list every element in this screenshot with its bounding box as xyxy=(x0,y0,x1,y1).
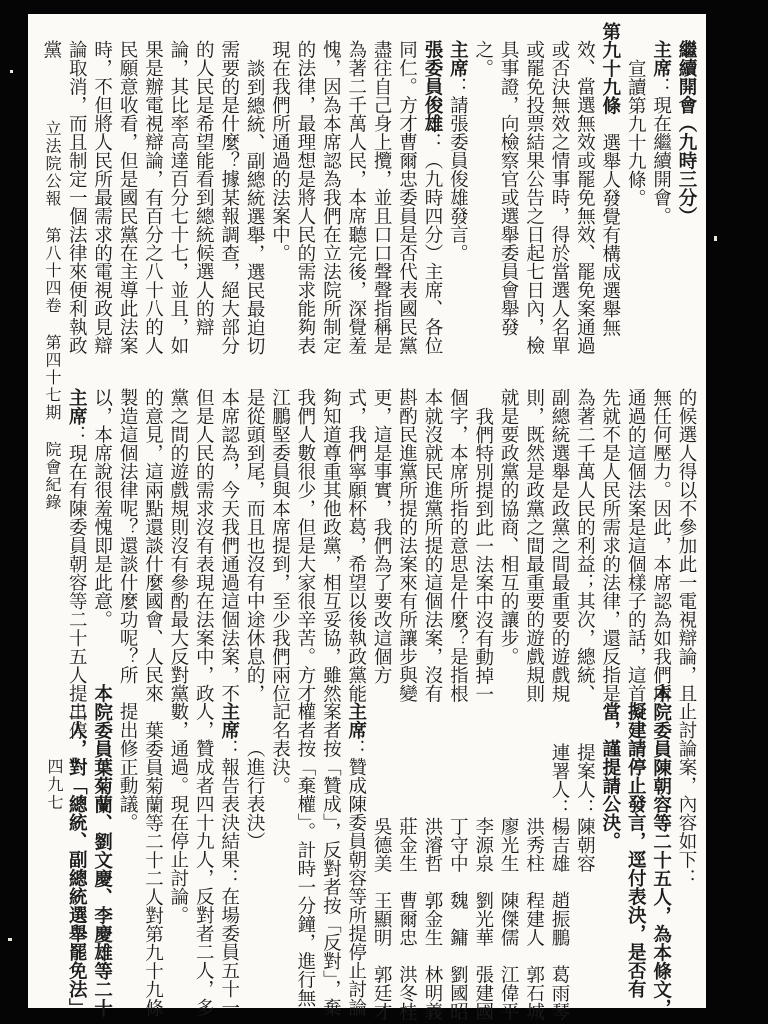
speaker-name: 張委員俊雄 xyxy=(421,40,442,133)
paragraph-text: 莊金生 曹爾忠 洪冬桂 xyxy=(396,816,417,1021)
cosigner-line-8 xyxy=(368,702,393,1024)
paragraph-text: 洪秀柱 程建人 郭石城 xyxy=(523,816,544,1021)
paragraph-text: （進行表決） xyxy=(244,739,265,850)
paragraph-text: 的候選人得以不參加此一電視辯論，且無任何壓力。因此，本席認為如我們所通過的這個法案是這個樣子的話，這首先就不是人民所需求的法律，還反指是為著二千萬人民的利益；其次，總統、副總統選舉是政黨之間最重要的遊戲規則，既然是政黨之間最重要的遊戲規則就是要政黨的協商、相互的讓步。 xyxy=(498,388,696,703)
scan-speck xyxy=(10,70,13,73)
speaker-name: 第九十九條 xyxy=(599,21,620,114)
paragraph-text: 我們特別提到此一法案中沒有動掉一個字，本席所指的意思是什麼？是指根本就沒就民進黨所提的這個法案，沒有斟酌民進黨所提的法案來有所讓步與變更，這是事實，我們為了要改這個方式，我們寧願杯葛，希望以後執政黨能夠知道尊重其他政黨，相互妥協，雖然我們人數很少，但是大家很辛苦。方才江鵬堅委員與本席提到，至少我們兩位是從頭到尾，而且也沒有中途休息的，本席認為，今天我們通過這個法案，不但是人民的需求沒有表現在法案中，政黨之間的遊戲規則沒有參酌最大反對黨的意見，這兩點還談什麼國會、人民來製造這個法律呢？還談什麼功呢？所以，本席說很羞愧即是此意。 xyxy=(91,388,493,703)
chair-resume-line xyxy=(647,40,672,362)
speaker-name: 主席 xyxy=(447,40,468,77)
publication-volume: 第八十四卷 xyxy=(43,227,60,315)
paragraph-text: 連署人：楊吉雄 趙振鵬 葛雨琴 xyxy=(548,742,569,1021)
paragraph-text: 止討論案，內容如下： xyxy=(676,702,696,887)
proposer-line xyxy=(571,702,596,1024)
stage-direction-vote xyxy=(241,702,266,1024)
cosigner-line-4 xyxy=(469,702,494,1024)
cosigner-line-1 xyxy=(546,702,571,1024)
paragraph-text: ：贊成陳委員朝容等所提停止討論案者按「贊成」，反對者按「反對」，棄權者按「棄權」。計時一分鐘，進行無記名表決。 xyxy=(269,702,366,1017)
amendment-intro xyxy=(114,702,165,1024)
paragraph-text: ：現在繼續開會。 xyxy=(650,77,671,225)
cosigner-line-6 xyxy=(419,702,444,1024)
speaker-name: 主席 xyxy=(650,40,671,77)
paragraph-text: 吳德美 王顯明 郭廷才 xyxy=(371,816,392,1021)
cosigner-line-2 xyxy=(520,702,545,1024)
gazette-page-sheet xyxy=(28,14,706,1021)
paragraph-text: 本院委員陳朝容等二十五人，為本條文，擬建請停止發言，逕付表決，是否有當，謹提請公決。 xyxy=(599,683,671,1017)
chair-motion-intro-cont xyxy=(673,702,698,1024)
speech-paragraph-game-rules xyxy=(88,388,495,710)
chair-read-article-line xyxy=(622,40,647,362)
chair-vote-instructions xyxy=(266,702,368,1024)
paragraph-text: 廖光生 陳傑儒 江偉平 xyxy=(498,816,519,1021)
paragraph-text: 李源泉 劉光華 張建國 xyxy=(472,816,493,1021)
paragraph-text: 繼續開會（九時三分） xyxy=(676,40,696,225)
publication-title: 立法院公報 xyxy=(43,120,60,208)
paragraph-text: 本院委員葉菊蘭、劉文慶、李慶雄等二十二人，對「總統、副總統選舉罷免法」 xyxy=(66,683,112,1017)
motion-yeh-chu-lan xyxy=(63,683,114,1024)
scan-speck xyxy=(8,938,12,941)
chair-motion-intro xyxy=(63,388,88,740)
article-99-text xyxy=(469,21,621,362)
cosigner-line-5 xyxy=(444,702,469,1024)
paragraph-text: 葉委員菊蘭等二十二人對第九十九條提出修正動議。 xyxy=(117,702,163,1017)
paragraph-text: 洪濬哲 郭金生 林明義 xyxy=(421,816,442,1021)
lower-text-register xyxy=(54,683,698,1024)
speech-continuation xyxy=(495,388,698,710)
session-resume-header xyxy=(673,40,698,362)
paragraph-text: ：現在有陳委員朝容等二十五人提出停 xyxy=(66,425,87,740)
cosigner-line-7 xyxy=(393,702,418,1024)
page-number: 四九七 xyxy=(45,758,62,812)
speaker-name: 主席 xyxy=(345,702,366,739)
middle-text-register xyxy=(54,388,698,740)
paragraph-text: ：請張委員俊雄發言。 xyxy=(447,77,468,262)
paragraph-text: ：報告表決結果：在場委員五十一人，贊成者四十九人，反對者二人，多數，通過。現在停止討論。 xyxy=(167,702,239,1017)
paragraph-text: 談到總統、副總統選舉，選民最迫切需要的是什麼？據某報調查，絕大部分的人民是希望能看到總統候選人的辯論，其比率高達百分七十七，並且，如果是辦電視辯論，有百分之八十八的人民願意收看，但是國民黨在主導此法案時，不但將人民所最需求的電視政見辯論取消，而且制定一個法律來便利執政黨 xyxy=(40,40,265,355)
paragraph-text: 宣讀第九十九條。 xyxy=(625,58,646,207)
speaker-name: 主席 xyxy=(66,388,87,425)
scan-speck xyxy=(714,236,717,241)
chair-vote-result xyxy=(164,702,240,1024)
paragraph-text: ：（九時四分）主席、各位同仁。方才曹爾忠委員是否代表國民黨盡往自己身上攬，並且口口聲聲指稱是為著二千萬人民，本席聽完後，深覺羞愧，因為本席認為我們在立法院所制定的法律，最理想是將人民的需求能夠表現在我們所通過的法案中。 xyxy=(269,40,442,355)
chair-call-speaker-line xyxy=(444,40,469,362)
paragraph-text: 丁守中 魏 鏞 劉國昭 xyxy=(447,816,468,1021)
speech-chang-chun-hsiung xyxy=(266,40,444,362)
publication-issue: 第四十七期 xyxy=(43,334,60,422)
speaker-name: 主席 xyxy=(218,702,239,739)
paragraph-text: 選舉人發覺有構成選舉無效、當選無效或罷免無效、罷免案通過或否決無效之情事時，得於當選人名單或罷免投票結果公告之日起七日內，檢具事證，向檢察官或選舉委員會舉發之。 xyxy=(472,40,620,355)
paragraph-text: 提案人：陳朝容 xyxy=(574,742,595,873)
speech-paragraph-tv-debate xyxy=(37,40,266,362)
cosigner-line-3 xyxy=(495,702,520,1024)
motion-stop-discussion xyxy=(596,683,672,1024)
publication-section: 院會紀錄 xyxy=(43,441,60,511)
